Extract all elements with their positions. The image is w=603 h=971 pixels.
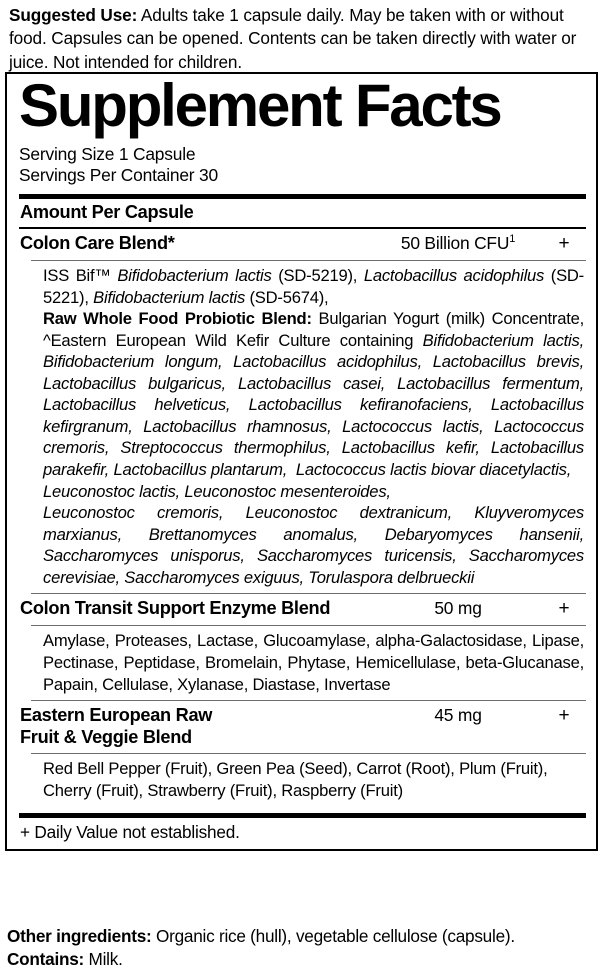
suggested-use-text: Adults take 1 capsule daily. May be taken with or without food. Capsules can be opened. Contents can be taken directly with water or juice. Not intended for children.: [9, 5, 577, 72]
blend-header-row: [17, 701, 586, 753]
blend-daily-value: +: [558, 705, 570, 727]
blend-ingredient-detail: Amylase, Proteases, Lactase, Glucoamylase, alpha-Galactosidase, Lipase, Pectinase, Peptidase, Bromelain, Phytase, Hemicellulase, beta-Glucanase, Papain, Cellulase, Xylanase, Diastase, Invertase: [43, 631, 584, 694]
suggested-use-block: [0, 0, 603, 74]
other-ingredients-label: Other ingredients:: [7, 926, 152, 946]
blend-header-row: [17, 229, 586, 260]
amount-per-capsule-header: Amount Per Capsule: [20, 201, 194, 222]
other-ingredients-block: [7, 925, 601, 970]
blend-ingredient-detail: Red Bell Pepper (Fruit), Green Pea (Seed), Carrot (Root), Plum (Fruit), Cherry (Fruit), Strawberry (Fruit), Raspberry (Fruit): [43, 759, 548, 800]
blend-amount-footnote-marker: 1: [509, 233, 516, 246]
page-title: Supplement Facts: [19, 72, 501, 139]
suggested-use-label: Suggested Use:: [9, 5, 138, 25]
servings-per-container: Servings Per Container 30: [19, 165, 218, 186]
blend-amount: 50 mg: [434, 598, 482, 619]
contains-text: Milk.: [84, 948, 123, 969]
contains-label: Contains:: [7, 948, 84, 969]
serving-info: [19, 144, 586, 187]
blend-list: [17, 229, 586, 806]
other-ingredients-text: Organic rice (hull), vegetable cellulose (capsule).: [151, 926, 515, 946]
blend-daily-value: +: [558, 232, 570, 254]
contains-line: [7, 948, 601, 971]
blend-name: Colon Care Blend*: [20, 232, 175, 253]
blend-header-row: [17, 594, 586, 625]
blend-ingredient-detail: ISS Bif™ Bifidobacterium lactis (SD-5219), Lactobacillus acidophilus (SD-5221), Bifidobacterium lactis (SD-5674), Raw Whole Food Probiotic Blend: Bulgarian Yogurt (milk) Concentrate, ^Eastern European Wild Kefir Culture containing Bifidobacterium lactis, Bifidobacterium longum, Lactobacillus acidophilus, Lactobacillus brevis, Lactobacillus bulgaricus, Lactobacillus casei, Lactobacillus fermentum, Lactobacillus helveticus, Lactobacillus kefiranofaciens, Lactobacillus kefirgranum, Lactobacillus rhamnosus, Lactococcus lactis, Lactococcus cremoris, Streptococcus thermophilus, Lactobacillus kefir, Lactobacillus parakefir, Lactobacillus plantarum, Lactococcus lactis biovar diacetylactis, Leuconostoc lactis, Leuconostoc mesenteroides, Leuconostoc cremoris, Leuconostoc dextranicum, Kluyveromyces marxianus, Brettanomyces anomalus, Debaryomyces hansenii, Saccharomyces unisporus, Saccharomyces turicensis, Saccharomyces cerevisiae, Saccharomyces exiguus, Torulaspora delbrueckii: [43, 265, 584, 587]
serving-size: Serving Size 1 Capsule: [19, 143, 196, 164]
blend-amount: 45 mg: [434, 705, 482, 726]
blend-name: Colon Transit Support Enzyme Blend: [20, 598, 331, 619]
supplement-facts-panel: [5, 72, 598, 851]
blend-name: Eastern European Raw Fruit & Veggie Blend: [20, 705, 213, 747]
daily-value-footnote: + Daily Value not established.: [20, 822, 240, 843]
blend-daily-value: +: [558, 598, 570, 620]
blend-amount: 50 Billion CFU$^1$: [400, 232, 516, 253]
other-ingredients-line: [7, 925, 601, 948]
